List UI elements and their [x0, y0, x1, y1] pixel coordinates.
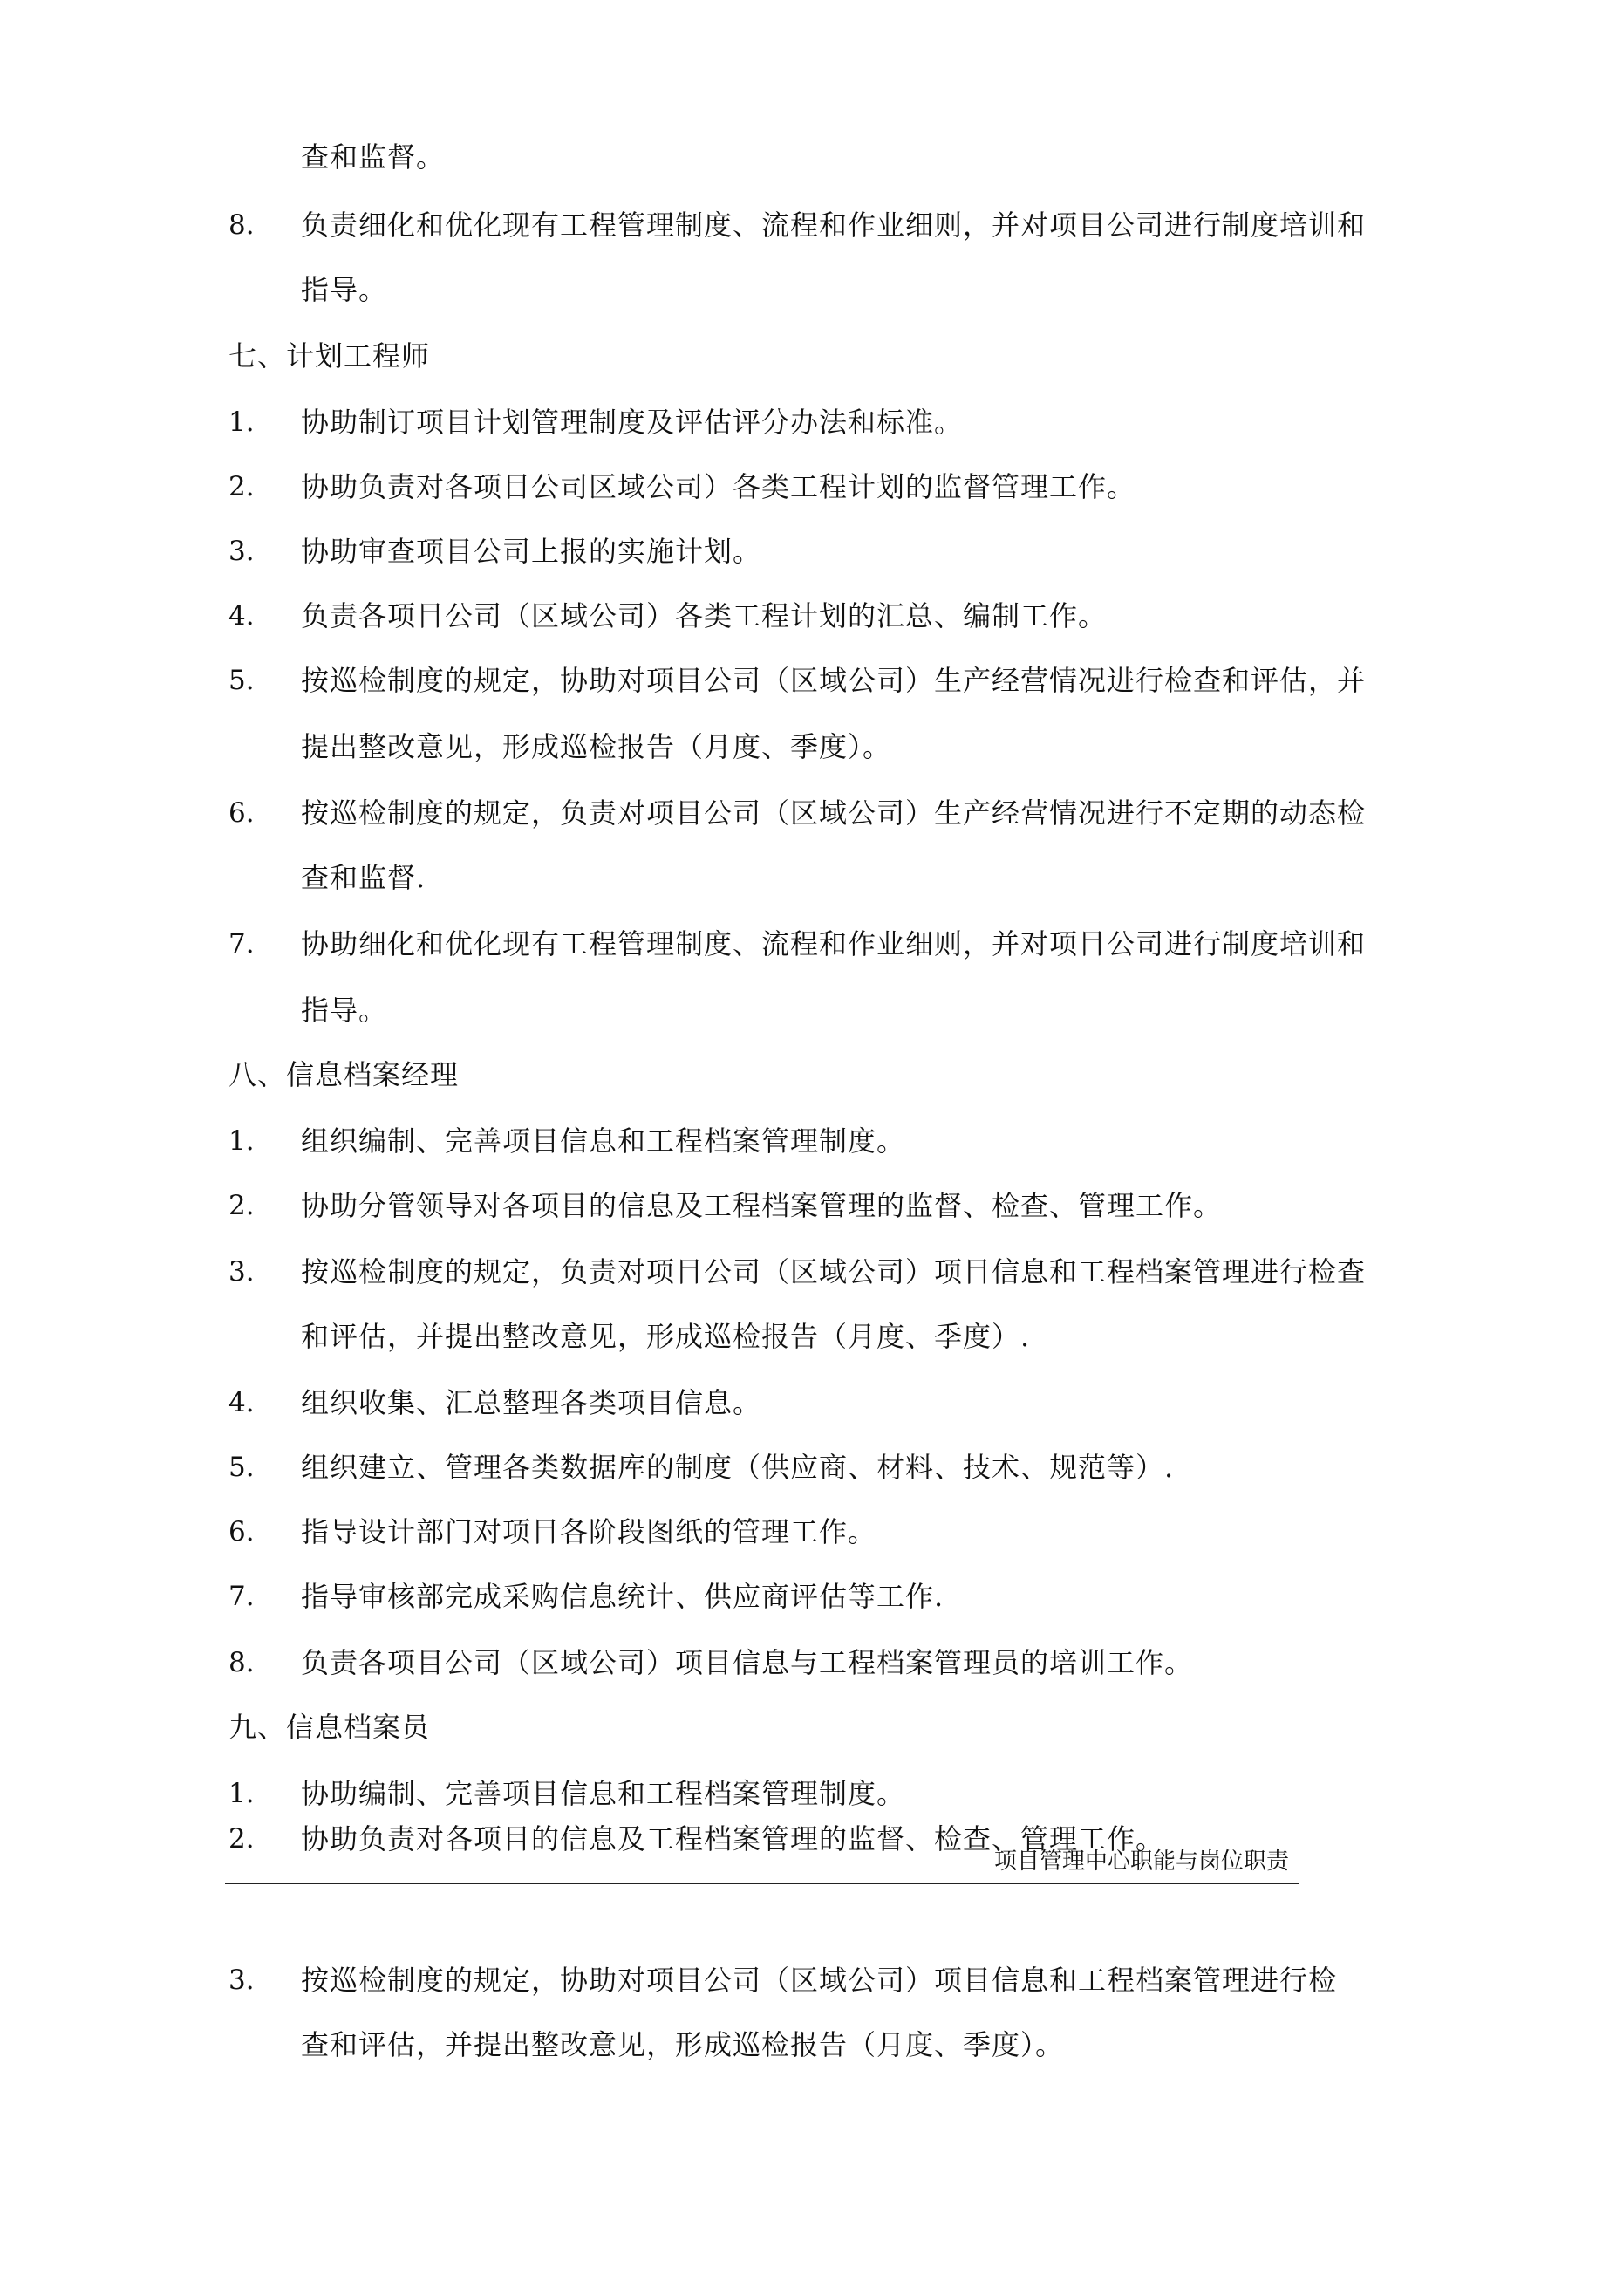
item-number: 4. [228, 600, 255, 632]
item-number: 1. [228, 1125, 255, 1157]
item-number: 3. [228, 536, 255, 567]
item-text: 按巡检制度的规定，协助对项目公司（区域公司）项目信息和工程档案管理进行检 [301, 1964, 1338, 1997]
item-text: 协助分管领导对各项目的信息及工程档案管理的监督、检查、管理工作。 [301, 1189, 1223, 1222]
item-text: 按巡检制度的规定，负责对项目公司（区域公司）生产经营情况进行不定期的动态检 [301, 796, 1367, 830]
item-number: 2. [228, 1823, 255, 1855]
footer-divider [225, 1883, 1299, 1884]
item-text: 指导审核部完成采购信息统计、供应商评估等工作. [301, 1580, 944, 1613]
item-number: 6. [228, 1516, 255, 1548]
item-text-cont: 指导。 [301, 994, 388, 1027]
section-heading-7: 七、计划工程师 [228, 339, 431, 372]
continuation-line: 查和监督。 [301, 140, 446, 174]
item-number: 1. [228, 1778, 255, 1809]
item-text: 组织收集、汇总整理各类项目信息。 [301, 1386, 762, 1419]
item-number: 2. [228, 471, 255, 502]
item-text-cont: 和评估，并提出整改意见，形成巡检报告（月度、季度）. [301, 1320, 1031, 1353]
item-number: 5. [228, 1452, 255, 1483]
item-number: 1. [228, 407, 255, 438]
item-text: 指导设计部门对项目各阶段图纸的管理工作。 [301, 1515, 877, 1548]
item-number: 7. [228, 1581, 255, 1612]
item-text: 协助制订项目计划管理制度及评估评分办法和标准。 [301, 406, 964, 439]
item-number: 7. [228, 928, 255, 960]
item-text: 协助负责对各项目公司区域公司）各类工程计划的监督管理工作。 [301, 470, 1136, 503]
item-text-cont: 查和监督. [301, 861, 426, 894]
item-text-cont: 提出整改意见，形成巡检报告（月度、季度）。 [301, 730, 892, 763]
item-number: 2. [228, 1190, 255, 1221]
item-number: 5. [228, 665, 255, 696]
item-text: 负责各项目公司（区域公司）各类工程计划的汇总、编制工作。 [301, 599, 1108, 632]
item-text-cont: 指导。 [301, 273, 388, 306]
item-text: 协助编制、完善项目信息和工程档案管理制度。 [301, 1777, 906, 1810]
section-heading-8: 八、信息档案经理 [228, 1058, 460, 1091]
item-number: 3. [228, 1256, 255, 1288]
section-heading-9: 九、信息档案员 [228, 1711, 431, 1744]
item-number: 8. [228, 209, 255, 241]
item-number: 6. [228, 797, 255, 829]
page-footer: 项目管理中心职能与岗位职责 [994, 1848, 1290, 1875]
item-number: 8. [228, 1647, 255, 1678]
item-text: 协助负责对各项目的信息及工程档案管理的监督、检查、管理工作。 [301, 1822, 1165, 1855]
item-text: 协助审查项目公司上报的实施计划。 [301, 535, 762, 568]
item-text-cont: 查和评估，并提出整改意见，形成巡检报告（月度、季度）。 [301, 2028, 1065, 2061]
item-text: 按巡检制度的规定，协助对项目公司（区域公司）生产经营情况进行检查和评估，并 [301, 664, 1367, 697]
item-number: 4. [228, 1387, 255, 1418]
item-text: 负责细化和优化现有工程管理制度、流程和作业细则，并对项目公司进行制度培训和 [301, 208, 1367, 242]
item-text: 按巡检制度的规定，负责对项目公司（区域公司）项目信息和工程档案管理进行检查 [301, 1255, 1367, 1288]
item-number: 3. [228, 1965, 255, 1996]
item-text: 组织编制、完善项目信息和工程档案管理制度。 [301, 1124, 906, 1158]
item-text: 组织建立、管理各类数据库的制度（供应商、材料、技术、规范等）. [301, 1451, 1175, 1484]
item-text: 负责各项目公司（区域公司）项目信息与工程档案管理员的培训工作。 [301, 1646, 1194, 1679]
item-text: 协助细化和优化现有工程管理制度、流程和作业细则，并对项目公司进行制度培训和 [301, 927, 1367, 960]
